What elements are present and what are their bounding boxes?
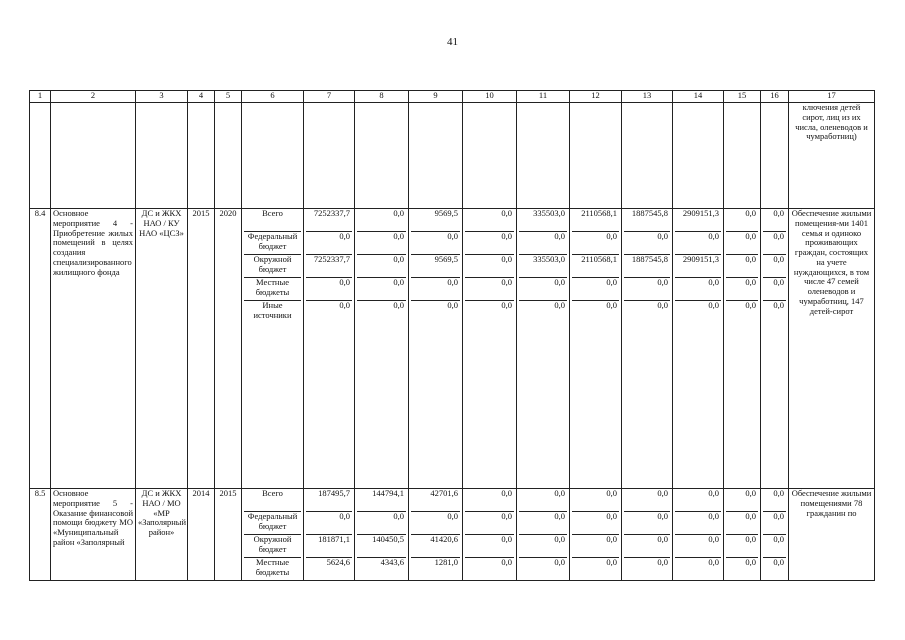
funding-value: 0,0 bbox=[411, 512, 460, 535]
value-column bbox=[517, 489, 570, 581]
value-column bbox=[355, 209, 409, 489]
funding-value: 0,0 bbox=[519, 232, 567, 255]
funding-value: 7252337,7 bbox=[306, 209, 352, 232]
funding-value: 0,0 bbox=[624, 278, 670, 301]
column-number-row bbox=[30, 91, 875, 103]
funding-value: 0,0 bbox=[465, 512, 514, 535]
funding-value: 0,0 bbox=[519, 278, 567, 301]
funding-value: 0,0 bbox=[624, 232, 670, 255]
funding-value: 0,0 bbox=[657, 558, 668, 567]
value-column bbox=[761, 489, 789, 581]
column-header: 10 bbox=[463, 91, 517, 103]
funding-value: 0,0 bbox=[357, 232, 406, 255]
expected-result: Обеспечение жилыми помещения-ми 1401 семья и одиноко проживающих граждан, состоящих на учете нуждающихся, в том числе 47 семей оленеводов и чумработниц, 147 детей-сирот bbox=[789, 209, 875, 489]
activity-name: Основное мероприятие 4 - Приобретение жилых помещений в целях создания специализированного жилищного фонда bbox=[51, 209, 136, 489]
funding-value: 0,0 bbox=[763, 255, 786, 278]
executor: ДС и ЖКХ НАО / МО «МР «Заполярный район» bbox=[136, 489, 188, 581]
value-column bbox=[304, 489, 355, 581]
funding-value: 0,0 bbox=[465, 209, 514, 232]
funding-value: 0,0 bbox=[657, 301, 668, 310]
funding-value: 0,0 bbox=[726, 278, 758, 301]
funding-value: 0,0 bbox=[763, 232, 786, 255]
start-year: 2015 bbox=[188, 209, 215, 489]
column-header: 8 bbox=[355, 91, 409, 103]
funding-value: 2909151,3 bbox=[675, 255, 721, 278]
value-column bbox=[761, 209, 789, 489]
funding-value: 0,0 bbox=[411, 232, 460, 255]
funding-value: 0,0 bbox=[447, 301, 458, 310]
funding-value: 0,0 bbox=[675, 232, 721, 255]
funding-sources bbox=[242, 209, 304, 489]
funding-value: 0,0 bbox=[624, 489, 670, 512]
column-header: 6 bbox=[242, 91, 304, 103]
funding-value: 0,0 bbox=[465, 255, 514, 278]
funding-value: 0,0 bbox=[519, 489, 567, 512]
value-column bbox=[570, 209, 622, 489]
column-header: 17 bbox=[789, 91, 875, 103]
funding-value: 0,0 bbox=[675, 278, 721, 301]
funding-value: 0,0 bbox=[411, 278, 460, 301]
column-header: 14 bbox=[673, 91, 724, 103]
value-column bbox=[517, 209, 570, 489]
funding-value: 0,0 bbox=[726, 232, 758, 255]
value-column bbox=[409, 489, 463, 581]
funding-value: 9569,5 bbox=[411, 209, 460, 232]
continuation-row bbox=[30, 103, 875, 209]
activity-row bbox=[30, 489, 875, 581]
funding-value: 0,0 bbox=[763, 209, 786, 232]
funding-value: 0,0 bbox=[763, 535, 786, 558]
executor: ДС и ЖКХ НАО / КУ НАО «ЦСЗ» bbox=[136, 209, 188, 489]
funding-value: 0,0 bbox=[726, 512, 758, 535]
funding-value: 2110568,1 bbox=[572, 255, 619, 278]
funding-source-label: Федеральный бюджет bbox=[244, 512, 301, 535]
funding-value: 2909151,3 bbox=[675, 209, 721, 232]
funding-source-label: Всего bbox=[244, 209, 301, 232]
funding-value: 0,0 bbox=[554, 558, 565, 567]
funding-value: 0,0 bbox=[675, 512, 721, 535]
funding-value: 0,0 bbox=[726, 255, 758, 278]
funding-value: 1887545,8 bbox=[624, 209, 670, 232]
column-header: 13 bbox=[622, 91, 673, 103]
value-column bbox=[673, 209, 724, 489]
funding-value: 0,0 bbox=[708, 558, 719, 567]
funding-value: 0,0 bbox=[773, 301, 784, 310]
end-year: 2020 bbox=[215, 209, 242, 489]
activity-row bbox=[30, 209, 875, 489]
funding-value: 4343,6 bbox=[380, 558, 404, 567]
funding-value: 0,0 bbox=[357, 209, 406, 232]
funding-value: 0,0 bbox=[339, 301, 350, 310]
column-header: 16 bbox=[761, 91, 789, 103]
column-header: 9 bbox=[409, 91, 463, 103]
value-column bbox=[409, 209, 463, 489]
funding-value: 0,0 bbox=[726, 209, 758, 232]
funding-value: 0,0 bbox=[501, 301, 512, 310]
funding-sources bbox=[242, 489, 304, 581]
funding-source-label: Окружной бюджет bbox=[244, 255, 301, 278]
funding-value: 144794,1 bbox=[357, 489, 406, 512]
funding-value: 335503,0 bbox=[519, 255, 567, 278]
funding-value: 0,0 bbox=[572, 535, 619, 558]
column-header: 1 bbox=[30, 91, 51, 103]
funding-source-label: Иные источники bbox=[253, 301, 292, 320]
funding-value: 0,0 bbox=[675, 535, 721, 558]
funding-value: 0,0 bbox=[624, 512, 670, 535]
funding-value: 0,0 bbox=[745, 558, 756, 567]
funding-value: 1887545,8 bbox=[624, 255, 670, 278]
value-column bbox=[570, 489, 622, 581]
funding-value: 7252337,7 bbox=[306, 255, 352, 278]
value-column bbox=[304, 209, 355, 489]
funding-value: 0,0 bbox=[306, 278, 352, 301]
value-column bbox=[463, 489, 517, 581]
value-column bbox=[673, 489, 724, 581]
funding-value: 0,0 bbox=[606, 301, 617, 310]
funding-source-label: Федеральный бюджет bbox=[244, 232, 301, 255]
funding-value: 0,0 bbox=[519, 512, 567, 535]
value-column bbox=[622, 489, 673, 581]
funding-value: 0,0 bbox=[726, 535, 758, 558]
funding-value: 0,0 bbox=[357, 278, 406, 301]
funding-value: 2110568,1 bbox=[572, 209, 619, 232]
value-column bbox=[622, 209, 673, 489]
funding-value: 0,0 bbox=[554, 301, 565, 310]
funding-value: 0,0 bbox=[708, 301, 719, 310]
column-header: 5 bbox=[215, 91, 242, 103]
funding-value: 5624,6 bbox=[326, 558, 350, 567]
funding-value: 0,0 bbox=[763, 489, 786, 512]
funding-value: 0,0 bbox=[763, 512, 786, 535]
funding-value: 0,0 bbox=[306, 512, 352, 535]
funding-source-label: Местные бюджеты bbox=[255, 558, 290, 577]
funding-value: 0,0 bbox=[519, 535, 567, 558]
funding-value: 9569,5 bbox=[411, 255, 460, 278]
funding-value: 0,0 bbox=[745, 301, 756, 310]
column-header: 4 bbox=[188, 91, 215, 103]
start-year: 2014 bbox=[188, 489, 215, 581]
funding-value: 0,0 bbox=[465, 232, 514, 255]
funding-source-label: Всего bbox=[244, 489, 301, 512]
funding-value: 0,0 bbox=[465, 489, 514, 512]
column-header: 2 bbox=[51, 91, 136, 103]
funding-value: 0,0 bbox=[572, 232, 619, 255]
funding-value: 0,0 bbox=[675, 489, 721, 512]
funding-value: 41420,6 bbox=[411, 535, 460, 558]
funding-value: 0,0 bbox=[357, 255, 406, 278]
budget-table bbox=[29, 90, 875, 581]
column-header: 15 bbox=[724, 91, 761, 103]
funding-value: 0,0 bbox=[465, 535, 514, 558]
expected-result: Обеспечение жилыми помещениями 78 гражданин по bbox=[789, 489, 875, 581]
funding-value: 0,0 bbox=[572, 512, 619, 535]
value-column bbox=[724, 489, 761, 581]
funding-value: 181871,1 bbox=[306, 535, 352, 558]
funding-value: 0,0 bbox=[465, 278, 514, 301]
funding-source-label: Местные бюджеты bbox=[244, 278, 301, 301]
funding-value: 140450,5 bbox=[357, 535, 406, 558]
funding-source-label: Окружной бюджет bbox=[244, 535, 301, 558]
funding-value: 187495,7 bbox=[306, 489, 352, 512]
funding-value: 0,0 bbox=[624, 535, 670, 558]
column-header: 12 bbox=[570, 91, 622, 103]
column-header: 11 bbox=[517, 91, 570, 103]
funding-value: 0,0 bbox=[306, 232, 352, 255]
funding-value: 0,0 bbox=[726, 489, 758, 512]
page-number: 41 bbox=[447, 36, 458, 48]
activity-name: Основное мероприятие 5 - Оказание финансовой помощи бюджету МО «Муниципальный район «Заполярный bbox=[51, 489, 136, 581]
funding-value: 1281,0 bbox=[434, 558, 458, 567]
value-column bbox=[463, 209, 517, 489]
funding-value: 42701,6 bbox=[411, 489, 460, 512]
funding-value: 0,0 bbox=[501, 558, 512, 567]
funding-value: 335503,0 bbox=[519, 209, 567, 232]
funding-value: 0,0 bbox=[763, 278, 786, 301]
continuation-note: ключения детей сирот, лиц из их числа, оленеводов и чумработниц) bbox=[789, 103, 875, 209]
row-number: 8.5 bbox=[30, 489, 51, 581]
funding-value: 0,0 bbox=[606, 558, 617, 567]
funding-value: 0,0 bbox=[773, 558, 784, 567]
funding-value: 0,0 bbox=[572, 278, 619, 301]
column-header: 3 bbox=[136, 91, 188, 103]
value-column bbox=[724, 209, 761, 489]
end-year: 2015 bbox=[215, 489, 242, 581]
funding-value: 0,0 bbox=[357, 512, 406, 535]
value-column bbox=[355, 489, 409, 581]
column-header: 7 bbox=[304, 91, 355, 103]
row-number: 8.4 bbox=[30, 209, 51, 489]
funding-value: 0,0 bbox=[572, 489, 619, 512]
funding-value: 0,0 bbox=[393, 301, 404, 310]
